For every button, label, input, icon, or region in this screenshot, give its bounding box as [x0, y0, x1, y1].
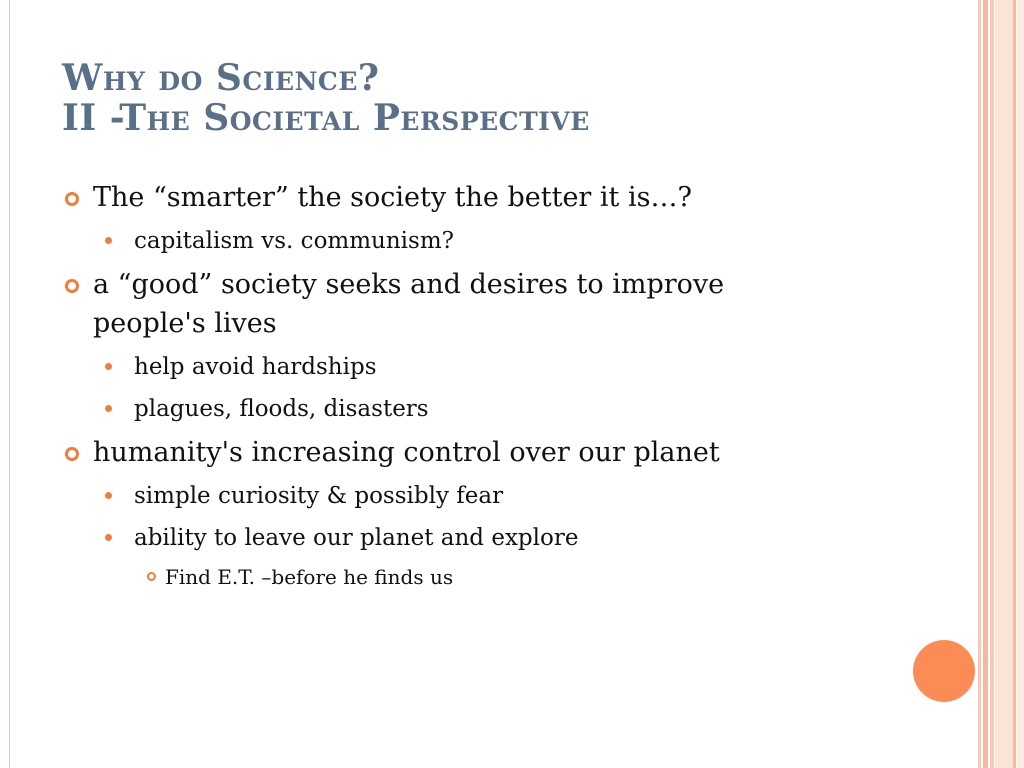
sub-bullet-text: plagues, floods, disasters: [134, 396, 429, 422]
sub-bullet-text: capitalism vs. communism?: [134, 228, 454, 254]
sub-bullet-text: ability to leave our planet and explore: [134, 525, 579, 551]
sub-bullet-list: [62, 349, 942, 427]
ring-bullet-icon: [65, 447, 79, 461]
sub-bullet-item: [62, 349, 942, 385]
sub-bullet-group: [62, 349, 942, 427]
right-stripe: [1013, 0, 1016, 768]
bullet-item: [62, 433, 942, 472]
dot-bullet-icon: [105, 534, 112, 541]
sub-bullet-group: [62, 478, 942, 592]
sub-bullet-text: help avoid hardships: [134, 354, 377, 380]
accent-circle: [913, 640, 975, 702]
bullet-text: The “smarter” the society the better it is…?: [93, 182, 692, 213]
title-line-2: II -The Societal Perspective: [62, 97, 590, 139]
right-stripe: [995, 0, 1013, 768]
dot-bullet-icon: [105, 492, 112, 499]
dot-bullet-icon: [105, 405, 112, 412]
sub-bullet-list: [62, 478, 942, 592]
bullet-text: humanity's increasing control over our planet: [93, 437, 720, 468]
bullet-list: [62, 178, 942, 592]
bullet-item: [62, 178, 942, 217]
bullet-item: [62, 265, 942, 343]
sub-bullet-group: [62, 223, 942, 259]
slide-body: [62, 178, 942, 592]
right-stripe: [983, 0, 988, 768]
sub-bullet-text: simple curiosity & possibly fear: [134, 483, 504, 509]
sub-sub-bullet-item: [62, 562, 942, 592]
ring-bullet-icon: [65, 192, 79, 206]
dot-bullet-icon: [105, 237, 112, 244]
left-border-line: [9, 0, 10, 768]
sub-bullet-item: [62, 478, 942, 514]
title-line-1: Why do Science?: [62, 57, 380, 99]
sub-bullet-item: [62, 223, 942, 259]
sub-bullet-item: [62, 520, 942, 556]
right-stripe: [1017, 0, 1024, 768]
sub-bullet-list: [62, 223, 942, 259]
bullet-text: a “good” society seeks and desires to improve people's lives: [93, 269, 725, 339]
small-ring-bullet-icon: [147, 572, 156, 581]
slide-title: [62, 58, 942, 138]
right-stripe: [990, 0, 994, 768]
sub-bullet-item: [62, 391, 942, 427]
dot-bullet-icon: [105, 363, 112, 370]
ring-bullet-icon: [65, 279, 79, 293]
sub-sub-bullet-text: Find E.T. –before he finds us: [165, 565, 454, 589]
right-stripe: [978, 0, 981, 768]
